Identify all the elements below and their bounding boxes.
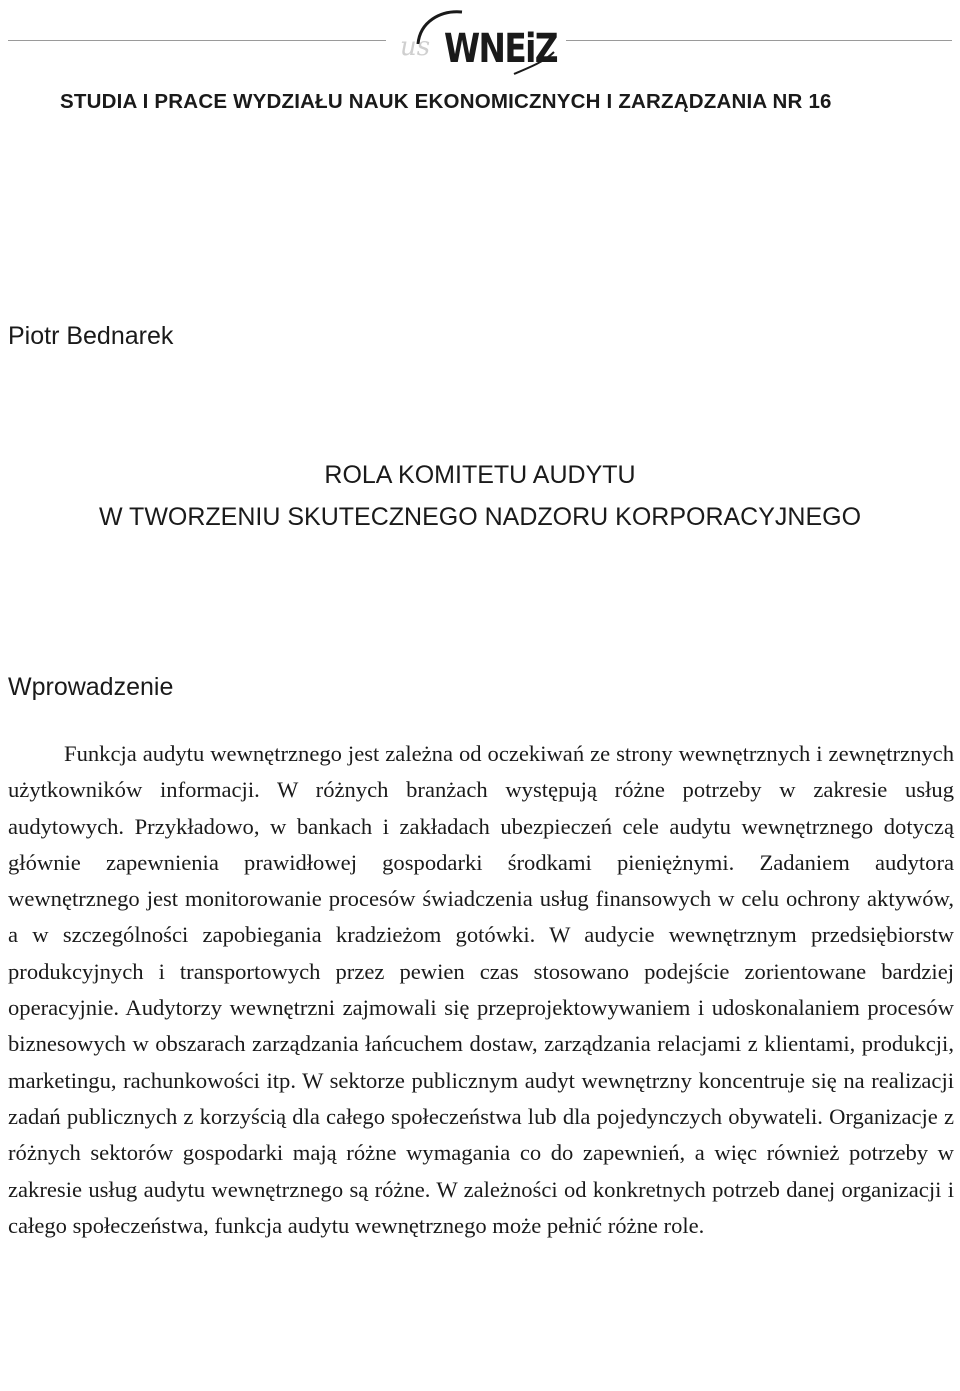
logo-wneiz-text: WNEiZ xyxy=(444,26,557,72)
article-title-line-1: ROLA KOMITETU AUDYTU xyxy=(324,461,636,489)
header-rule-left xyxy=(8,40,386,41)
logo-us-text: us xyxy=(400,32,431,62)
body-paragraph: Funkcja audytu wewnętrznego jest zależna od oczekiwań ze strony wewnętrznych i zewnętrznych użytkowników informacji. W różnych branżach występują różne potrzeby w zakresie usług audytowych. Przykładowo, w bankach i zakładach ubezpieczeń cele audytu wewnętrznego dotyczą głównie zapewnienia prawidłowej gospodarki środkami pieniężnymi. Zadaniem audytora wewnętrznego jest monitorowanie procesów świadczenia usług finansowych w celu ochrony aktywów, a w szczególności zapobiegania kradzieżom gotówki. W audycie wewnętrznym przedsiębiorstw produkcyjnych i transportowych przez pewien czas stosowano podejście zorientowane bardziej operacyjnie. Audytorzy wewnętrzni zajmowali się przeprojektowywaniem i udoskonalaniem procesów biznesowych w obszarach zarządzania łańcuchem dostaw, zarządzania relacjami z klientami, produkcji, marketingu, rachunkowości itp. W sektorze publicznym audyt wewnętrzny koncentruje się na realizacji zadań publicznych z korzyścią dla całego społeczeństwa lub dla pojedynczych obywateli. Organizacje z różnych sektorów gospodarki mają różne wymagania co do zapewnień, a więc również potrzeby w zakresie usług audytu wewnętrznego są różne. W zależności od konkretnych potrzeb danej organizacji i całego społeczeństwa, funkcja audytu wewnętrznego może pełnić różne role. xyxy=(8,741,954,1238)
series-title: STUDIA I PRACE WYDZIAŁU NAUK EKONOMICZNYCH I ZARZĄDZANIA NR 16 xyxy=(60,90,832,113)
article-title-line-2: W TWORZENIU SKUTECZNEGO NADZORU KORPORACYJNEGO xyxy=(98,503,862,531)
section-heading: Wprowadzenie xyxy=(8,673,174,701)
header-rule-right xyxy=(566,40,952,41)
wneiz-logo xyxy=(396,4,556,78)
author-name: Piotr Bednarek xyxy=(8,322,174,350)
